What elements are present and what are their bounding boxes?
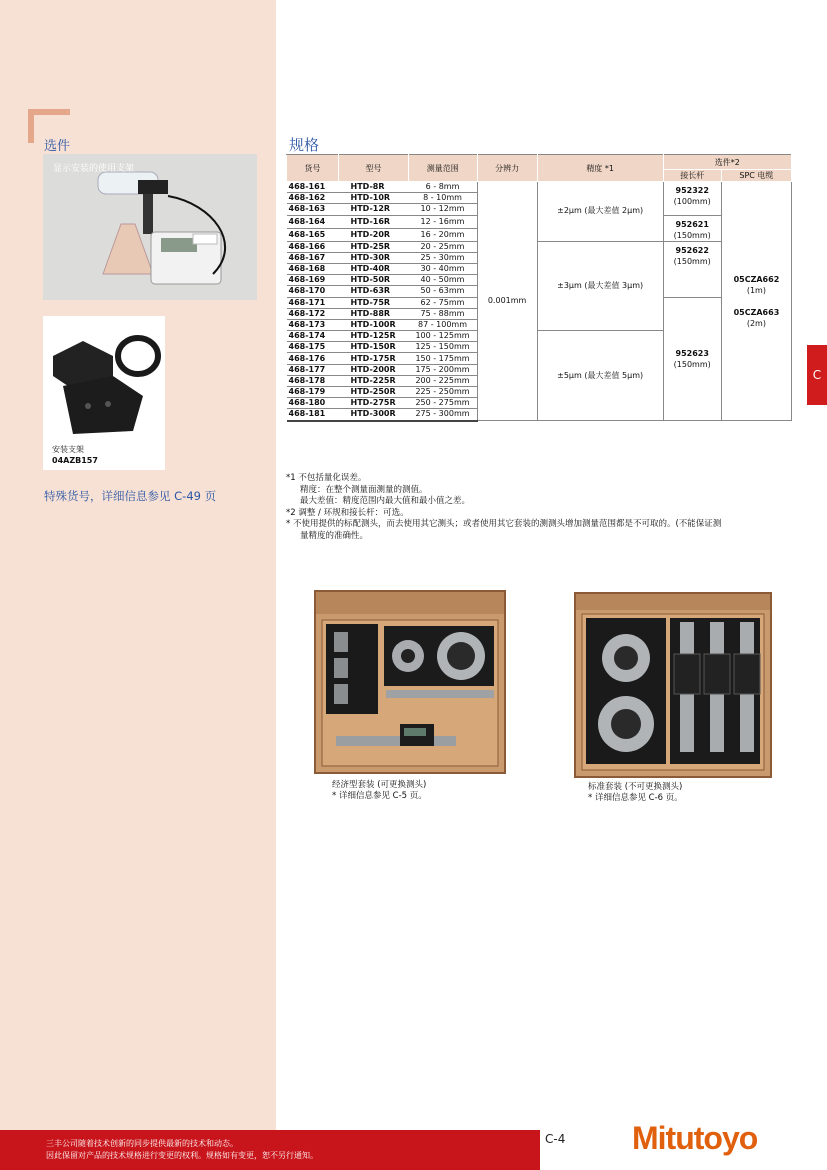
cell-code: 468-180 <box>287 398 339 409</box>
section-tab: C <box>807 345 827 405</box>
cell-range: 20 - 25mm <box>409 241 478 252</box>
cell-code: 468-163 <box>287 204 339 215</box>
cell-range: 8 - 10mm <box>409 193 478 204</box>
cell-model: HTD-12R <box>339 204 409 215</box>
cell-code: 468-166 <box>287 241 339 252</box>
cell-code: 468-164 <box>287 215 339 228</box>
cell-range: 12 - 16mm <box>409 215 478 228</box>
cell-model: HTD-16R <box>339 215 409 228</box>
cell-range: 62 - 75mm <box>409 297 478 308</box>
economy-set-image <box>316 592 504 772</box>
cell-model: HTD-50R <box>339 275 409 286</box>
cell-code: 468-175 <box>287 342 339 353</box>
standard-set-caption <box>588 782 683 804</box>
extension-code: 952322 <box>675 186 709 195</box>
cell-range: 275 - 300mm <box>409 409 478 421</box>
footer-bar <box>0 1130 540 1170</box>
cell-code: 468-178 <box>287 375 339 386</box>
stand-photo <box>43 154 257 300</box>
cell-range: 250 - 275mm <box>409 398 478 409</box>
cell-model: HTD-40R <box>339 263 409 274</box>
footer-line-1: 三丰公司随着技术创新的同步提供最新的技术和动态。 <box>46 1139 238 1148</box>
cell-extension <box>663 241 721 297</box>
cell-model: HTD-20R <box>339 228 409 241</box>
cell-model: HTD-10R <box>339 193 409 204</box>
cell-model: HTD-88R <box>339 308 409 319</box>
extension-length: (150mm) <box>673 256 711 266</box>
header-code: 货号 <box>287 155 339 182</box>
cell-model: HTD-200R <box>339 364 409 375</box>
standard-set-image <box>576 594 770 776</box>
bracket-caption: 安装支架 <box>52 445 84 454</box>
extension-length: (100mm) <box>673 197 711 206</box>
cell-extension <box>663 297 721 421</box>
cell-range: 175 - 200mm <box>409 364 478 375</box>
cell-model: HTD-8R <box>339 182 409 193</box>
extension-code: 952621 <box>675 219 709 229</box>
spc-code-1: 05CZA662 <box>733 274 780 284</box>
cell-code: 468-181 <box>287 409 339 421</box>
cell-range: 87 - 100mm <box>409 319 478 330</box>
cell-range: 25 - 30mm <box>409 252 478 263</box>
cell-model: HTD-150R <box>339 342 409 353</box>
cell-model: HTD-125R <box>339 331 409 342</box>
cell-model: HTD-25R <box>339 241 409 252</box>
cell-resolution: 0.001mm <box>477 182 537 421</box>
cell-accuracy: ±2µm (最大差值 2µm) <box>537 182 663 242</box>
header-options: 选件*2 <box>663 155 791 170</box>
page-number: C-4 <box>545 1132 566 1146</box>
mitutoyo-logo: Mitutoyo <box>632 1120 758 1156</box>
stand-caption: 显示安装的使用支架 <box>53 164 135 174</box>
extension-length: (150mm) <box>673 359 711 369</box>
note-3b: 量精度的准确性。 <box>300 530 369 541</box>
cell-range: 10 - 12mm <box>409 204 478 215</box>
table-row <box>287 182 792 193</box>
note-2: *2 调整 / 环规和接长杆：可选。 <box>286 507 409 518</box>
header-spc: SPC 电缆 <box>721 170 791 182</box>
economy-set-title: 经济型套装 (可更换测头) <box>332 780 427 790</box>
bracket-code: 04AZB157 <box>52 456 98 465</box>
cell-model: HTD-63R <box>339 286 409 297</box>
standard-set-ref: * 详细信息参见 C-6 页。 <box>588 793 683 803</box>
cell-range: 75 - 88mm <box>409 308 478 319</box>
cell-model: HTD-175R <box>339 353 409 364</box>
cell-code: 468-171 <box>287 297 339 308</box>
cell-code: 468-162 <box>287 193 339 204</box>
cell-model: HTD-225R <box>339 375 409 386</box>
cell-model: HTD-300R <box>339 409 409 421</box>
cell-extension <box>663 182 721 216</box>
cell-code: 468-173 <box>287 319 339 330</box>
cell-extension <box>663 215 721 241</box>
extension-length: (150mm) <box>673 230 711 240</box>
extension-code: 952622 <box>675 245 709 255</box>
header-model: 型号 <box>339 155 409 182</box>
cell-model: HTD-75R <box>339 297 409 308</box>
cell-accuracy: ±3µm (最大差值 3µm) <box>537 241 663 331</box>
cell-code: 468-161 <box>287 182 339 193</box>
notes <box>286 473 796 542</box>
cell-range: 125 - 150mm <box>409 342 478 353</box>
cell-model: HTD-100R <box>339 319 409 330</box>
economy-set-caption <box>332 780 427 802</box>
cell-code: 468-176 <box>287 353 339 364</box>
note-3: * 不使用提供的标配测头，而去使用其它测头；或者使用其它套装的测测头增加测量范围都是不可取的。(不能保证测 <box>286 519 722 529</box>
spec-table <box>286 154 792 422</box>
cell-range: 30 - 40mm <box>409 263 478 274</box>
cell-code: 468-174 <box>287 331 339 342</box>
cell-range: 150 - 175mm <box>409 353 478 364</box>
economy-set-photo <box>314 590 506 774</box>
header-range: 测量范围 <box>409 155 478 182</box>
cell-model: HTD-250R <box>339 387 409 398</box>
bracket-photo <box>43 316 165 470</box>
options-title: 选件 <box>44 139 71 154</box>
header-resolution: 分辨力 <box>477 155 537 182</box>
cell-range: 50 - 63mm <box>409 286 478 297</box>
cell-code: 468-177 <box>287 364 339 375</box>
spc-length-2: (2m) <box>746 318 766 328</box>
table-row <box>287 241 792 252</box>
standard-set-photo <box>574 592 772 778</box>
cell-model: HTD-275R <box>339 398 409 409</box>
cell-range: 100 - 125mm <box>409 331 478 342</box>
cell-accuracy: ±5µm (最大差值 5µm) <box>537 331 663 421</box>
cell-code: 468-168 <box>287 263 339 274</box>
note-1a: 精度：在整个测量面测量的测值。 <box>300 484 428 495</box>
cell-code: 468-170 <box>287 286 339 297</box>
cell-range: 225 - 250mm <box>409 387 478 398</box>
cell-code: 468-172 <box>287 308 339 319</box>
cell-range: 40 - 50mm <box>409 275 478 286</box>
sidebar <box>0 0 276 1130</box>
extension-code: 952623 <box>675 348 709 358</box>
footer-line-2: 因此保留对产品的技术规格进行变更的权利。规格如有变更，恕不另行通知。 <box>46 1151 318 1160</box>
header-accuracy: 精度 *1 <box>537 155 663 182</box>
spec-title: 规格 <box>289 136 320 154</box>
cell-range: 6 - 8mm <box>409 182 478 193</box>
spc-code-2: 05CZA663 <box>733 307 780 317</box>
note-1: *1 不包括量化误差。 <box>286 473 367 483</box>
cell-code: 468-167 <box>287 252 339 263</box>
cell-model: HTD-30R <box>339 252 409 263</box>
spc-length-1: (1m) <box>746 285 766 295</box>
bracket-image <box>43 316 165 442</box>
cell-range: 16 - 20mm <box>409 228 478 241</box>
note-1b: 最大差值：精度范围内最大值和最小值之差。 <box>300 496 471 506</box>
cell-code: 468-165 <box>287 228 339 241</box>
stand-image <box>43 154 257 300</box>
cell-spc <box>721 182 791 421</box>
special-note: 特殊货号，详细信息参见 C-49 页 <box>44 489 217 503</box>
header-extension: 接长杆 <box>663 170 721 182</box>
cell-range: 200 - 225mm <box>409 375 478 386</box>
standard-set-title: 标准套装 (不可更换测头) <box>588 782 683 792</box>
cell-code: 468-169 <box>287 275 339 286</box>
cell-code: 468-179 <box>287 387 339 398</box>
economy-set-ref: * 详细信息参见 C-5 页。 <box>332 791 427 801</box>
